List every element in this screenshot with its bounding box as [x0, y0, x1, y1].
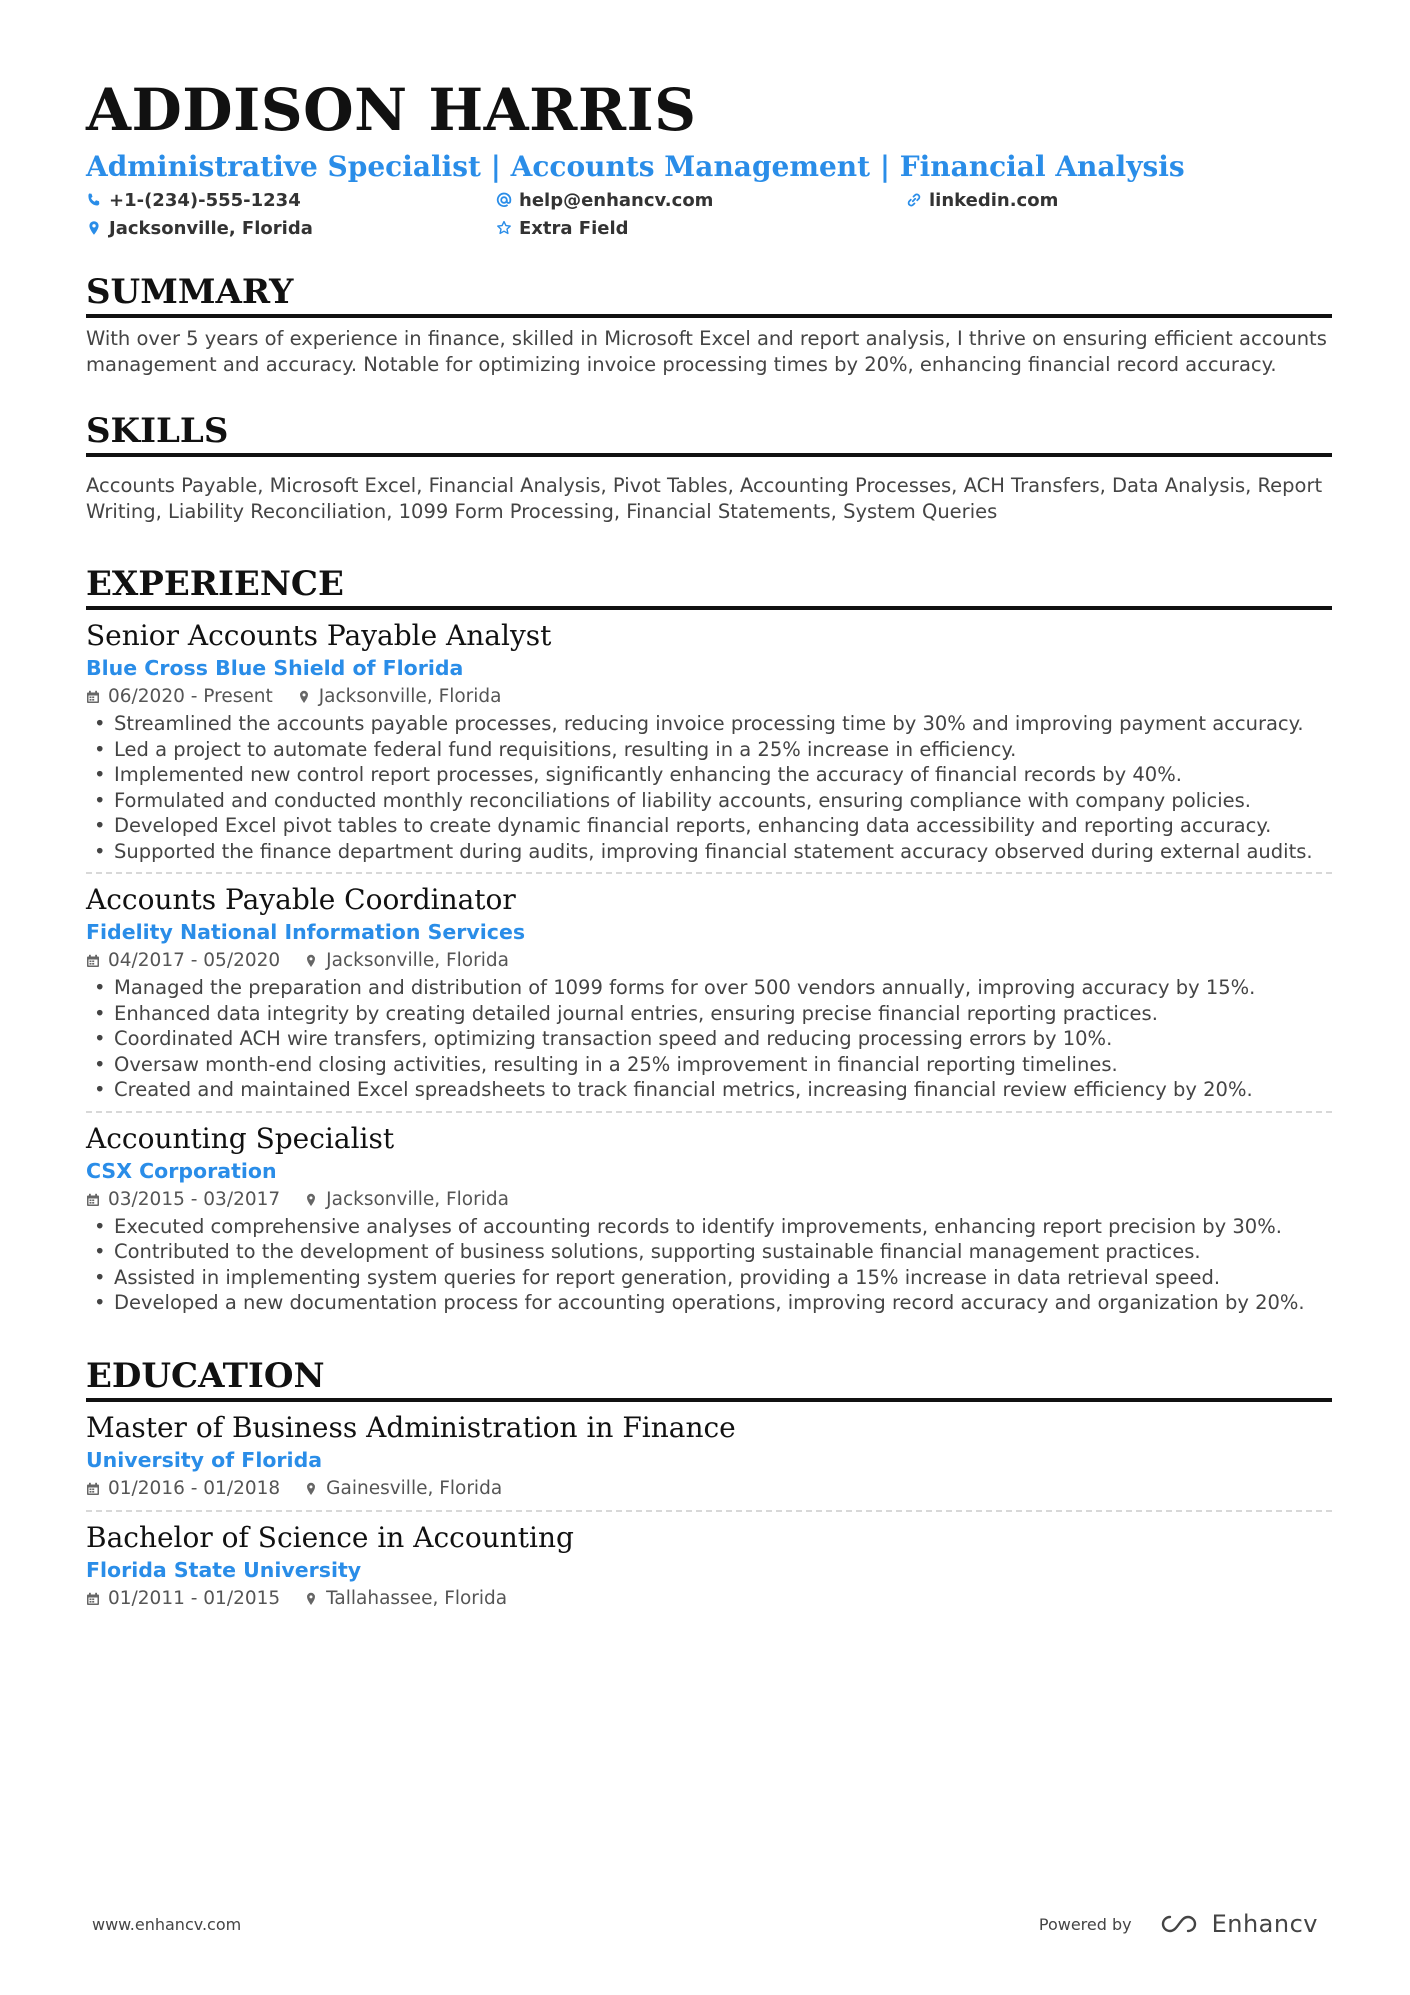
- job-title: Accounting Specialist: [86, 1121, 395, 1155]
- bullet-item: • Executed comprehensive analyses of accounting records to identify improvements, enhancing report precision by 30%.: [86, 1214, 1332, 1240]
- candidate-name: ADDISON HARRIS: [86, 76, 697, 144]
- location-pin-icon: [304, 1592, 318, 1606]
- contact-email[interactable]: [496, 188, 906, 212]
- job-meta: [86, 1187, 1332, 1213]
- job-bullets: [86, 711, 1332, 864]
- bullet-item: • Streamlined the accounts payable processes, reducing invoice processing time by 30% and improving payment accuracy.: [86, 711, 1332, 737]
- company-name: Fidelity National Information Services: [86, 920, 526, 944]
- bullet-item: • Formulated and conducted monthly reconciliations of liability accounts, ensuring compliance with company policies.: [86, 788, 1332, 814]
- job-dates: 04/2017 - 05/2020: [108, 950, 281, 971]
- page-footer: [92, 1910, 1318, 1938]
- entry-divider: [86, 872, 1332, 874]
- entry-divider: [86, 1111, 1332, 1113]
- job-location: [304, 948, 509, 974]
- phone-icon: [86, 192, 102, 208]
- education-dates: 01/2016 - 01/2018: [108, 1477, 281, 1499]
- skills-heading: SKILLS: [86, 411, 1332, 457]
- bullet-item: • Enhanced data integrity by creating detailed journal entries, ensuring precise financial reporting practices.: [86, 1001, 1332, 1027]
- location-pin-icon: [304, 1193, 318, 1207]
- education-meta: [86, 1476, 1332, 1502]
- calendar-icon: [86, 1193, 100, 1207]
- location-pin-icon: [297, 690, 311, 704]
- education-section: [86, 1356, 1332, 1612]
- contact-location: [86, 216, 496, 240]
- school-name: University of Florida: [86, 1447, 323, 1472]
- job-location-text: Jacksonville, Florida: [318, 686, 502, 707]
- experience-entry: [86, 882, 1332, 1103]
- job-location: [304, 1187, 509, 1213]
- bullet-item: • Contributed to the development of business solutions, supporting sustainable financial management practices.: [86, 1239, 1332, 1265]
- bullet-item: • Supported the finance department during audits, improving financial statement accuracy observed during external audits.: [86, 839, 1332, 865]
- contact-linkedin[interactable]: [906, 188, 1306, 212]
- footer-url[interactable]: www.enhancv.com: [92, 1914, 242, 1934]
- education-dates: 01/2011 - 01/2015: [108, 1587, 281, 1609]
- bullet-item: • Created and maintained Excel spreadsheets to track financial metrics, increasing financial review efficiency by 20%.: [86, 1077, 1332, 1103]
- bullet-item: • Managed the preparation and distribution of 1099 forms for over 500 vendors annually, improving accuracy by 15%.: [86, 975, 1332, 1001]
- bullet-item: • Developed Excel pivot tables to create dynamic financial reports, enhancing data accessibility and reporting accuracy.: [86, 813, 1332, 839]
- education-entry: [86, 1410, 1332, 1502]
- bullet-item: • Oversaw month-end closing activities, resulting in a 25% improvement in financial reporting timelines.: [86, 1052, 1332, 1078]
- contact-extra-field: [496, 216, 906, 240]
- education-entry: [86, 1520, 1332, 1612]
- education-location: [304, 1476, 502, 1502]
- education-location-text: Gainesville, Florida: [326, 1477, 503, 1499]
- job-meta: [86, 684, 1332, 710]
- star-icon: [496, 220, 512, 236]
- at-icon: [496, 192, 512, 208]
- company-name: Blue Cross Blue Shield of Florida: [86, 656, 464, 680]
- resume-header: [86, 76, 1332, 240]
- summary-section: [86, 272, 1332, 377]
- experience-heading: EXPERIENCE: [86, 564, 1332, 610]
- bullet-item: • Coordinated ACH wire transfers, optimizing transaction speed and reducing processing errors by 10%.: [86, 1026, 1332, 1052]
- skills-text: Accounts Payable, Microsoft Excel, Financial Analysis, Pivot Tables, Accounting Processes, ACH Transfers, Data Analysis, Report Writing, Liability Reconciliation, 1099 Form Processing, Financial Statements, System Queries: [86, 474, 1323, 523]
- job-location-text: Jacksonville, Florida: [326, 1188, 509, 1210]
- job-bullets: [86, 1214, 1332, 1316]
- email-address[interactable]: help@enhancv.com: [519, 189, 714, 211]
- calendar-icon: [86, 690, 100, 704]
- job-dates: 06/2020 - Present: [108, 686, 273, 707]
- brand-name: Enhancv: [1211, 1910, 1318, 1938]
- bullet-item: • Led a project to automate federal fund requisitions, resulting in a 25% increase in efficiency.: [86, 737, 1332, 763]
- experience-entry: [86, 618, 1332, 864]
- link-icon: [906, 192, 922, 208]
- summary-text: With over 5 years of experience in finance, skilled in Microsoft Excel and report analysis, I thrive on ensuring efficient accounts management and accuracy. Notable for optimizing invoice processing times by 20%, enhancing financial record accuracy.: [86, 327, 1327, 376]
- powered-by: [1039, 1910, 1318, 1938]
- location-text: Jacksonville, Florida: [109, 217, 313, 239]
- degree-title: Bachelor of Science in Accounting: [86, 1520, 574, 1554]
- education-location-text: Tallahassee, Florida: [326, 1587, 508, 1609]
- degree-title: Master of Business Administration in Finance: [86, 1410, 736, 1444]
- education-meta: [86, 1586, 1332, 1612]
- experience-section: [86, 564, 1332, 1316]
- job-title: Senior Accounts Payable Analyst: [86, 619, 552, 652]
- skills-section: [86, 411, 1332, 524]
- candidate-tagline: Administrative Specialist | Accounts Management | Financial Analysis: [86, 150, 1185, 183]
- phone-number: +1-(234)-555-1234: [109, 189, 301, 211]
- job-bullets: [86, 975, 1332, 1103]
- linkedin-link[interactable]: linkedin.com: [929, 189, 1059, 211]
- enhancv-brand[interactable]: [1156, 1910, 1318, 1938]
- location-pin-icon: [304, 1482, 318, 1496]
- extra-field-text: Extra Field: [519, 217, 629, 239]
- calendar-icon: [86, 1482, 100, 1496]
- education-location: [304, 1586, 507, 1612]
- job-location-text: Jacksonville, Florida: [326, 950, 509, 971]
- calendar-icon: [86, 954, 100, 968]
- school-name: Florida State University: [86, 1557, 362, 1582]
- job-title: Accounts Payable Coordinator: [86, 883, 516, 916]
- job-dates: 03/2015 - 03/2017: [108, 1188, 281, 1210]
- location-pin-icon: [86, 220, 102, 236]
- company-name: CSX Corporation: [86, 1158, 277, 1183]
- job-location: [297, 684, 502, 710]
- bullet-item: • Assisted in implementing system queries for report generation, providing a 15% increase in data retrieval speed.: [86, 1265, 1332, 1291]
- contact-info: [86, 188, 1332, 240]
- summary-heading: SUMMARY: [86, 272, 1332, 318]
- powered-by-label: Powered by: [1038, 1914, 1132, 1934]
- calendar-icon: [86, 1592, 100, 1606]
- resume-page: [86, 76, 1332, 1612]
- bullet-item: • Developed a new documentation process for accounting operations, improving record accuracy and organization by 20%.: [86, 1290, 1332, 1316]
- education-heading: EDUCATION: [86, 1356, 1332, 1402]
- entry-divider: [86, 1510, 1332, 1512]
- enhancv-logo-icon: [1156, 1912, 1202, 1936]
- location-pin-icon: [304, 954, 318, 968]
- bullet-item: • Implemented new control report processes, significantly enhancing the accuracy of financial records by 40%.: [86, 762, 1332, 788]
- contact-phone: [86, 188, 496, 212]
- experience-entry: [86, 1121, 1332, 1316]
- job-meta: [86, 948, 1332, 974]
